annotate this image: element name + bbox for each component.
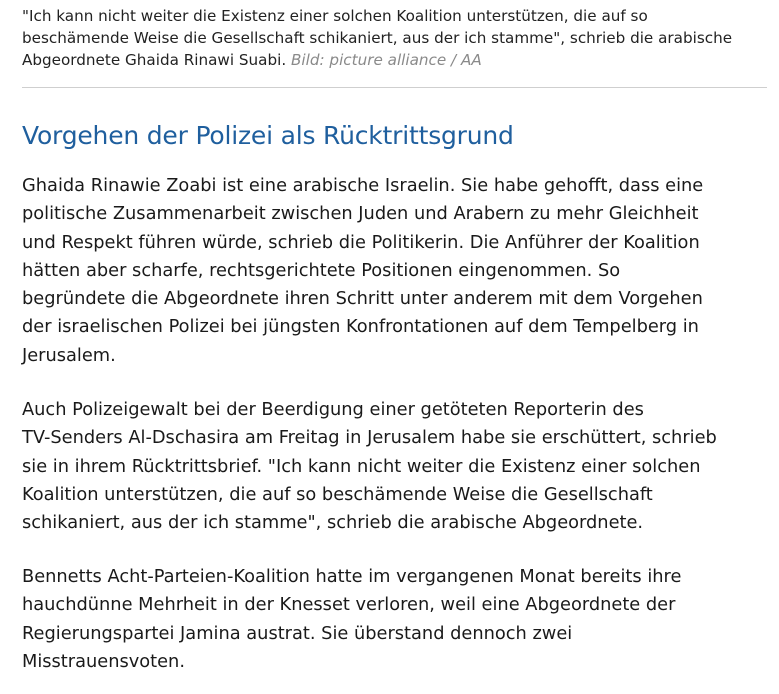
paragraph-line: Jerusalem. [22,344,116,366]
caption-divider [22,87,767,88]
paragraph-line: Auch Polizeigewalt bei der Beerdigung einer getöteten Reporterin des [22,399,644,420]
paragraph-line: TV-Senders Al-Dschasira am Freitag in Jerusalem habe sie erschüttert, schrieb [22,427,717,449]
paragraph-line: politische Zusammenarbeit zwischen Juden und Arabern zu mehr Gleichheit [22,203,699,225]
paragraph-line: hauchdünne Mehrheit in der Knesset verloren, weil eine Abgeordnete der [22,594,676,616]
paragraph-line: der israelischen Polizei bei jüngsten Konfrontationen auf dem Tempelberg in [22,316,699,338]
caption-line: Abgeordnete Ghaida Rinawi Suabi. [22,51,291,69]
article-paragraph-1 [22,172,777,370]
paragraph-line: Koalition unterstützen, die auf so beschämende Weise die Gesellschaft [22,483,653,505]
article-paragraph-3 [22,563,777,676]
paragraph-line: Regierungspartei Jamina austrat. Sie überstand dennoch zwei [22,622,573,644]
paragraph-line: Bennetts Acht-Parteien-Koalition hatte im vergangenen Monat bereits ihre [22,566,682,587]
image-caption [22,5,762,71]
paragraph-line: sie in ihrem Rücktrittsbrief. "Ich kann nicht weiter die Existenz einer solchen [22,455,701,477]
paragraph-line: schikaniert, aus der ich stamme", schrieb die arabische Abgeordnete. [22,512,644,534]
paragraph-line: Misstrauensvoten. [22,650,185,672]
article-paragraph-2 [22,396,777,537]
caption-line: beschämende Weise die Gesellschaft schikaniert, aus der ich stamme", schrieb die arabische [22,29,733,47]
section-heading: Vorgehen der Polizei als Rücktrittsgrund [22,121,514,150]
paragraph-line: hätten aber scharfe, rechtsgerichtete Positionen eingenommen. So [22,259,621,281]
paragraph-line: Ghaida Rinawie Zoabi ist eine arabische Israelin. Sie habe gehofft, dass eine [22,175,704,196]
caption-line: "Ich kann nicht weiter die Existenz einer solchen Koalition unterstützen, die auf so [22,7,648,25]
image-credit: Bild: picture alliance / AA [290,51,482,69]
paragraph-line: und Respekt führen würde, schrieb die Politikerin. Die Anführer der Koalition [22,231,700,253]
paragraph-line: begründete die Abgeordnete ihren Schritt unter anderem mit dem Vorgehen [22,288,703,310]
